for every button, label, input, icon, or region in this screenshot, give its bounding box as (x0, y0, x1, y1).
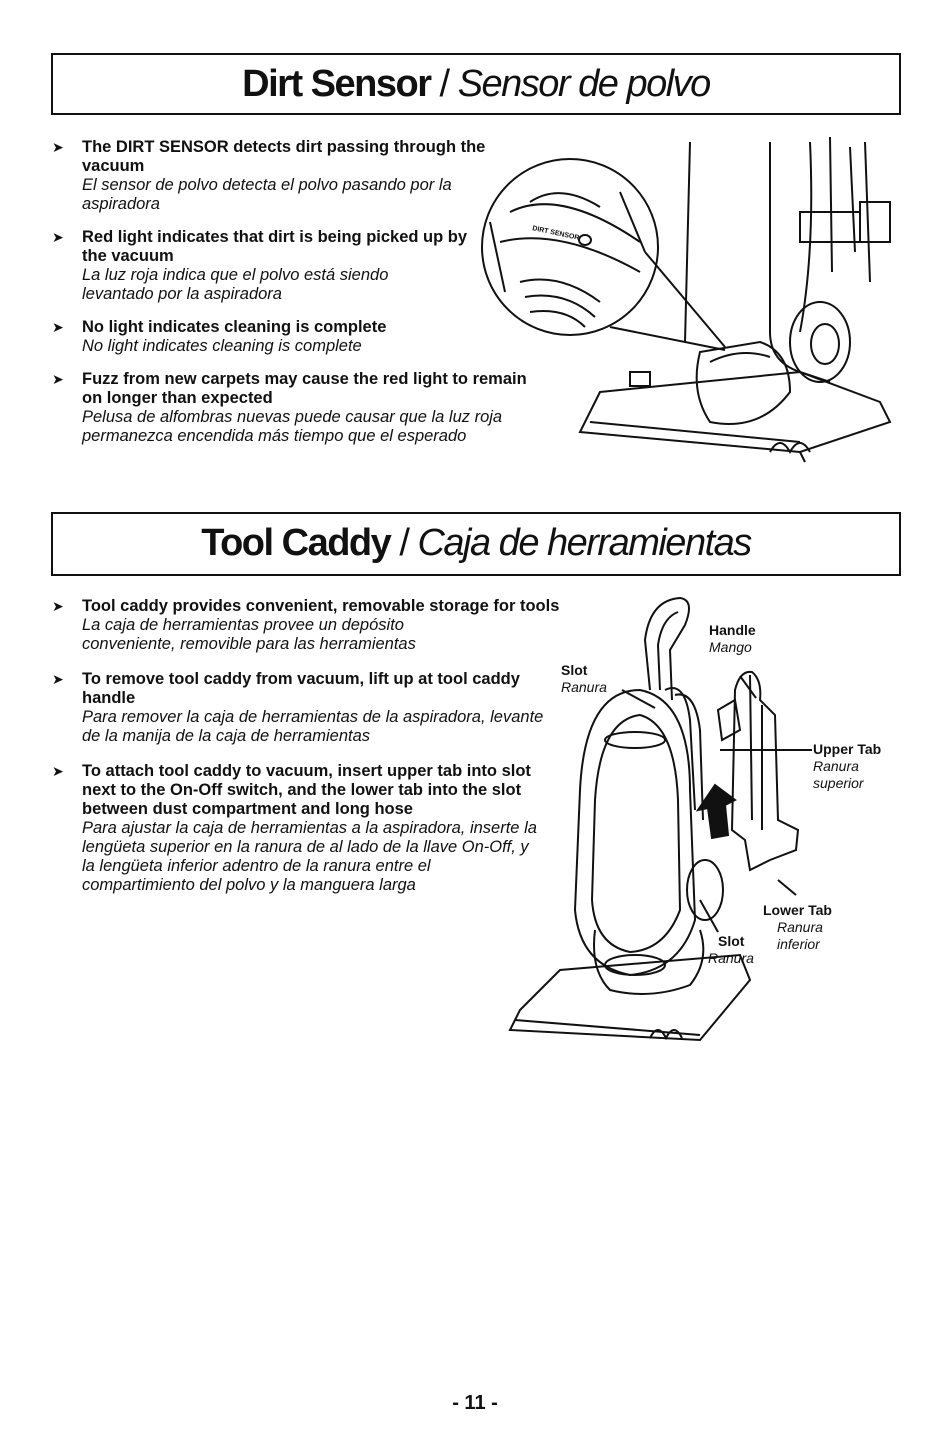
dirt-sensor-title (53, 65, 899, 103)
label-es: Mango (709, 639, 752, 655)
label-en: Upper Tab (813, 741, 882, 757)
arrow-bullet-icon: ➤ (52, 671, 64, 687)
list-item (52, 597, 562, 654)
tool-caddy-title-en: Tool Caddy (201, 522, 391, 564)
label-es: Ranura (813, 758, 859, 774)
bullet-text-en: No light indicates cleaning is complete (82, 318, 387, 336)
list-item (52, 670, 562, 746)
dirt-sensor-label: DIRT SENSOR (531, 225, 580, 242)
bullet-text-es: Para ajustar la caja de herramientas a la aspiradora, inserte la lengüeta superior en la ranura de al lado de la llave On-Off, y la lengüeta inferior adentro de la ranura entre el compartimiento del polvo y la manguera larga (82, 819, 537, 894)
lower-tab-label (763, 902, 832, 953)
slot-label-top (561, 662, 607, 696)
title-separator: / (390, 522, 418, 564)
dirt-sensor-title-es: Sensor de polvo (457, 63, 710, 105)
list-item (52, 370, 532, 446)
vacuum-tool-caddy-illustration (500, 590, 830, 1060)
arrow-bullet-icon: ➤ (52, 229, 64, 245)
label-en: Slot (561, 662, 588, 678)
bullet-text-en: Fuzz from new carpets may cause the red light to remain on longer than expected (82, 370, 527, 407)
vacuum-dirt-sensor-illustration (470, 132, 910, 472)
label-es: inferior (777, 936, 820, 952)
arrow-bullet-icon: ➤ (52, 139, 64, 155)
bullet-text-en: Red light indicates that dirt is being picked up by the vacuum (82, 228, 468, 265)
label-es: Ranura (777, 919, 823, 935)
arrow-bullet-icon: ➤ (52, 319, 64, 335)
label-en: Slot (718, 933, 745, 949)
label-es: Ranura (708, 950, 754, 966)
bullet-text-es: No light indicates cleaning is complete (82, 337, 362, 355)
arrow-bullet-icon: ➤ (52, 371, 64, 387)
tool-caddy-title (53, 524, 899, 562)
list-item (52, 762, 562, 895)
bullet-text-es: La luz roja indica que el polvo está siendo levantado por la aspiradora (82, 266, 389, 303)
dirt-sensor-title-en: Dirt Sensor (242, 63, 431, 105)
bullet-text-en: The DIRT SENSOR detects dirt passing through the vacuum (82, 138, 486, 175)
bullet-text-es: Pelusa de alfombras nuevas puede causar que la luz roja permanezca encendida más tiempo que el esperado (82, 408, 503, 445)
upper-tab-label (813, 741, 881, 792)
arrow-bullet-icon: ➤ (52, 763, 64, 779)
bullet-text-en: To attach tool caddy to vacuum, insert upper tab into slot next to the On-Off switch, and the lower tab into the slot between dust compartment and long hose (82, 762, 531, 818)
list-item (52, 228, 532, 304)
bullet-text-es: Para remover la caja de herramientas de la aspiradora, levante de la manija de la caja de herramientas (82, 708, 544, 745)
tool-caddy-header (51, 512, 901, 576)
arrow-bullet-icon: ➤ (52, 598, 64, 614)
label-en: Lower Tab (763, 902, 832, 918)
tool-caddy-title-es: Caja de herramientas (417, 522, 751, 564)
slot-label-bottom (708, 933, 754, 967)
list-item (52, 318, 532, 356)
tool-caddy-bullets (52, 597, 562, 909)
title-separator: / (430, 63, 458, 105)
dirt-sensor-header (51, 53, 901, 115)
page-number: - 11 - (452, 1392, 498, 1414)
list-item (52, 138, 532, 214)
bullet-text-es: El sensor de polvo detecta el polvo pasando por la aspiradora (82, 176, 452, 213)
label-en: Handle (709, 622, 756, 638)
bullet-text-es: La caja de herramientas provee un depósito conveniente, removible para las herramientas (82, 616, 416, 653)
label-es: Ranura (561, 679, 607, 695)
bullet-text-en: To remove tool caddy from vacuum, lift up at tool caddy handle (82, 670, 520, 707)
handle-label (709, 622, 756, 656)
dirt-sensor-bullets (52, 138, 532, 460)
label-es: superior (813, 775, 864, 791)
bullet-text-en: Tool caddy provides convenient, removable storage for tools (82, 597, 560, 615)
